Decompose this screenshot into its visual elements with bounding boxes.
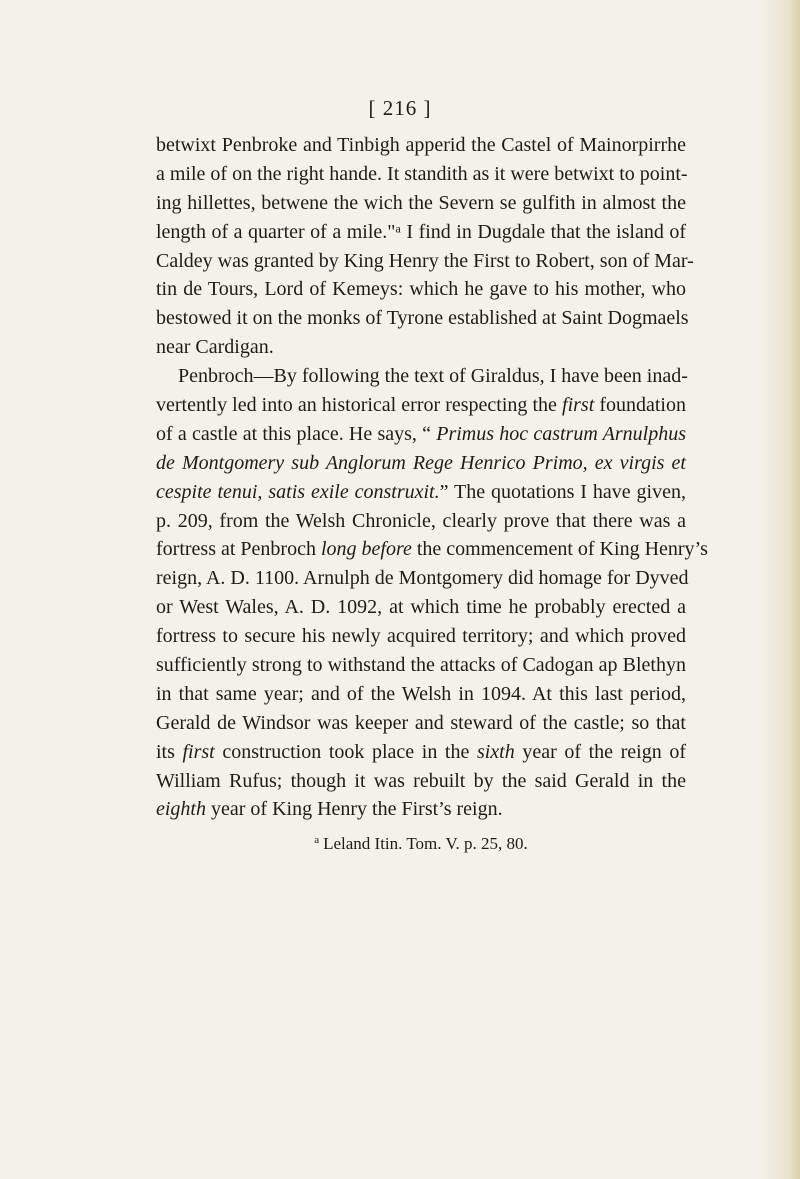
italic-long-before: long before	[320, 538, 412, 561]
italic-first: first	[562, 394, 595, 417]
footnote	[156, 830, 686, 859]
text-line: a mile of on the right hande. It standith as it were betwixt to point-	[156, 162, 688, 185]
text-line: length of a quarter of a mile."ᵃ I find in Dugdale that the island of	[156, 220, 686, 243]
text-line: eighth year of King Henry the First’s reign.	[156, 798, 503, 821]
paragraph-2	[156, 362, 708, 824]
text-line: of a castle at this place. He says, “ Primus hoc castrum Arnulphus	[156, 422, 686, 445]
footnote-text: Leland Itin. Tom. V. p. 25, 80.	[323, 834, 528, 854]
text-line: sufficiently strong to withstand the attacks of Cadogan ap Blethyn	[156, 654, 686, 677]
italic-sixth: sixth	[476, 740, 515, 763]
text-line: Gerald de Windsor was keeper and steward of the castle; so that	[156, 711, 686, 734]
text-line: Penbroch—By following the text of Giraldus, I have been inad-	[178, 365, 688, 388]
text-line: cespite tenui, satis exile construxit.” The quotations I have given,	[156, 480, 686, 503]
text-line: p. 209, from the Welsh Chronicle, clearly prove that there was a	[156, 509, 686, 532]
footnote-mark: a	[314, 833, 320, 846]
italic-first: first	[182, 740, 215, 763]
latin-quote: cespite tenui, satis exile construxit.	[156, 480, 440, 503]
text-line: its first construction took place in the sixth year of the reign of	[156, 740, 686, 763]
italic-eighth: eighth	[156, 798, 206, 821]
text-line: William Rufus; though it was rebuilt by the said Gerald in the	[156, 769, 686, 792]
page-number: [ 216 ]	[368, 96, 432, 120]
text-line	[156, 449, 686, 478]
body-text	[156, 131, 708, 859]
page-edge-shadow	[760, 0, 800, 1179]
latin-quote: Primus hoc castrum Arnulphus	[436, 422, 686, 445]
text-line: reign, A. D. 1100. Arnulph de Montgomery did homage for Dyved	[156, 567, 689, 590]
text-line: Caldey was granted by King Henry the First to Robert, son of Mar-	[156, 249, 694, 272]
paragraph-1	[156, 131, 694, 362]
text-line: fortress at Penbroch long before the commencement of King Henry’s	[156, 538, 708, 561]
text-line: vertently led into an historical error respecting the first foundation	[156, 394, 686, 417]
text-line: in that same year; and of the Welsh in 1094. At this last period,	[156, 682, 686, 705]
latin-quote: de Montgomery sub Anglorum Rege Henrico Primo, ex virgis et	[156, 451, 686, 474]
text-line: fortress to secure his newly acquired territory; and which proved	[156, 625, 686, 648]
text-line: ing hillettes, betwene the wich the Severn se gulfith in almost the	[156, 191, 686, 214]
text-line: or West Wales, A. D. 1092, at which time he probably erected a	[156, 596, 686, 619]
text-line: bestowed it on the monks of Tyrone established at Saint Dogmaels	[156, 307, 689, 330]
text-line: tin de Tours, Lord of Kemeys: which he gave to his mother, who	[156, 278, 686, 301]
text-line: betwixt Penbroke and Tinbigh apperid the Castel of Mainorpirrhe	[156, 134, 686, 156]
text-line: near Cardigan.	[156, 336, 274, 359]
